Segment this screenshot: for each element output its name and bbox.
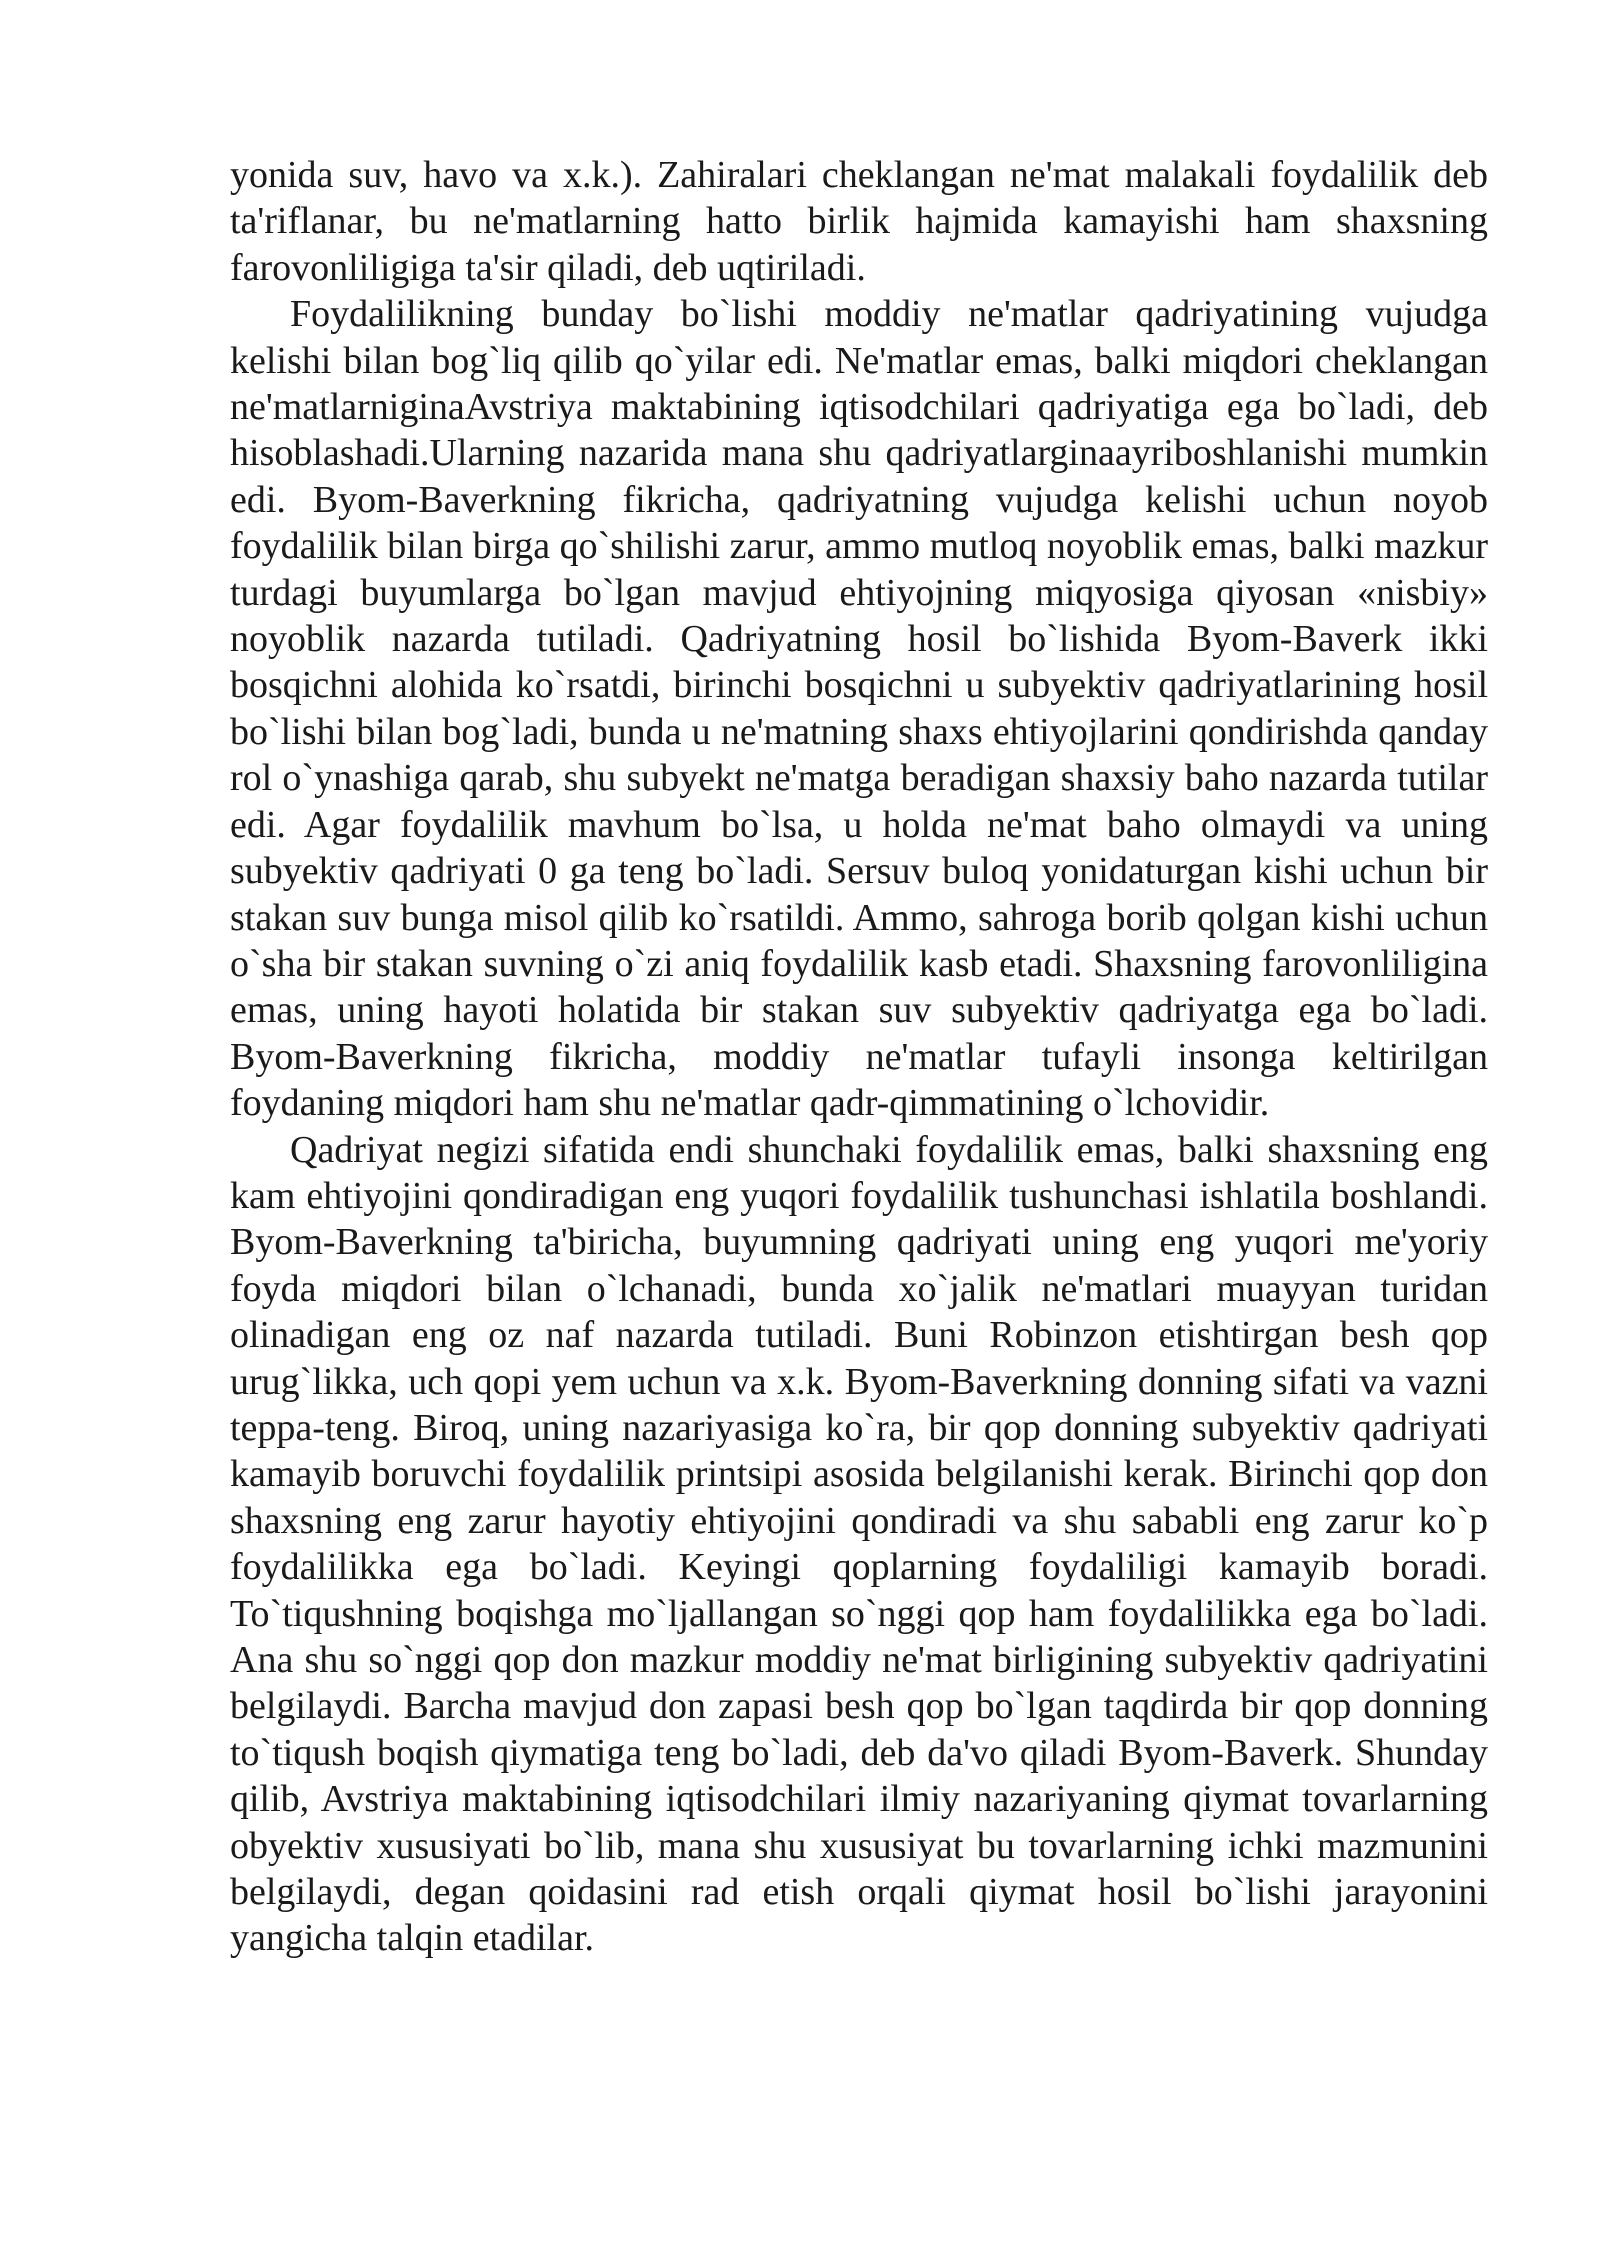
paragraph-2: Foydalilikning bunday bo`lishi moddiy ne'matlar qadriyatining vujudga kelishi bilan bog`liq qilib qo`yilar edi. Ne'matlar emas, balki miqdori cheklangan ne'matlarniginaAvstriya maktabining iqtisodchilari qadriyatiga ega bo`ladi, deb hisoblashadi.Ularning nazarida mana shu qadriyatlarginaayriboshlanishi mumkin edi. Byom-Baverkning fikricha, qadriyatning vujudga kelishi uchun noyob foydalilik bilan birga qo`shilishi zarur, ammo mutloq noyoblik emas, balki mazkur turdagi buyumlarga bo`lgan mavjud ehtiyojning miqyosiga qiyosan «nisbiy» noyoblik nazarda tutiladi. Qadriyatning hosil bo`lishida Byom-Baverk ikki bosqichni alohida ko`rsatdi, birinchi bosqichni u subyektiv qadriyatlarining hosil bo`lishi bilan bog`ladi, bunda u ne'matning shaxs ehtiyojlarini qondirishda qanday rol o`ynashiga qarab, shu subyekt ne'matga beradigan shaxsiy baho nazarda tutilar edi. Agar foydalilik mavhum bo`lsa, u holda ne'mat baho olmaydi va uning subyektiv qadriyati 0 ga teng bo`ladi. Sersuv buloq yonidaturgan kishi uchun bir stakan suv bunga misol qilib ko`rsatildi. Ammo, sahroga borib qolgan kishi uchun o`sha bir stakan suvning o`zi aniq foydalilik kasb etadi. Shaxsning farovonliligina emas, uning hayoti holatida bir stakan suv subyektiv qadriyatga ega bo`ladi. Byom-Baverkning fikricha, moddiy ne'matlar tufayli insonga keltirilgan foydaning miqdori ham shu ne'matlar qadr-qimmatining o`lchovidir. (230, 293, 1488, 1125)
document-page (230, 152, 1488, 1962)
paragraph-1: yonida suv, havo va x.k.). Zahiralari cheklangan ne'mat malakali foydalilik deb ta'riflanar, bu ne'matlarning hatto birlik hajmida kamayishi ham shaxsning farovonliligiga ta'sir qiladi, deb uqtiriladi. (230, 154, 1488, 289)
paragraph-3: Qadriyat negizi sifatida endi shunchaki foydalilik emas, balki shaxsning eng kam ehtiyojini qondiradigan eng yuqori foydalilik tushunchasi ishlatila boshlandi. Byom-Baverkning ta'biricha, buyumning qadriyati uning eng yuqori me'yoriy foyda miqdori bilan o`lchanadi, bunda xo`jalik ne'matlari muayyan turidan olinadigan eng oz naf nazarda tutiladi. Buni Robinzon etishtirgan besh qop urug`likka, uch qopi yem uchun va x.k. Byom-Baverkning donning sifati va vazni teppa-teng. Biroq, uning nazariyasiga ko`ra, bir qop donning subyektiv qadriyati kamayib boruvchi foydalilik printsipi asosida belgilanishi kerak. Birinchi qop don shaxsning eng zarur hayotiy ehtiyojini qondiradi va shu sababli eng zarur ko`p foydalilikka ega bo`ladi. Keyingi qoplarning foydaliligi kamayib boradi. To`tiqushning boqishga mo`ljallangan so`nggi qop ham foydalilikka ega bo`ladi. Ana shu so`nggi qop don mazkur moddiy ne'mat birligining subyektiv qadriyatini belgilaydi. Barcha mavjud don zapasi besh qop bo`lgan taqdirda bir qop donning to`tiqush boqish qiymatiga teng bo`ladi, deb da'vo qiladi Byom-Baverk. Shunday qilib, Avstriya maktabining iqtisodchilari ilmiy nazariyaning qiymat tovarlarning obyektiv xususiyati bo`lib, mana shu xususiyat bu tovarlarning ichki mazmunini belgilaydi, degan qoidasini rad etish orqali qiymat hosil bo`lishi jarayonini yangicha talqin etadilar. (230, 1128, 1488, 1960)
